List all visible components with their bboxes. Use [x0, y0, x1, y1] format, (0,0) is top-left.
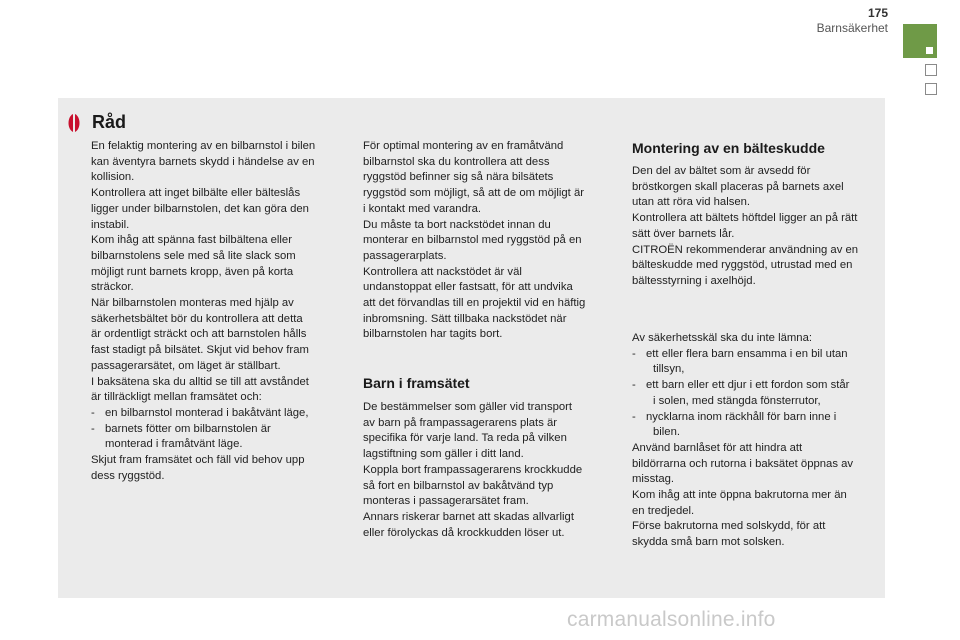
col2-line: inbromsning. Sätt tillbaka nackstödet när	[363, 312, 567, 325]
col2-line: ryggstöd befinner sig så nära bilsätets	[363, 171, 554, 184]
safety-list-text: nycklarna inom räckhåll för barn inne i	[646, 410, 837, 423]
col1-line: ligger under bilbarnstolen, det kan göra den	[91, 202, 309, 215]
safety-line: Kom ihåg att inte öppna bakrutorna mer än	[632, 489, 847, 502]
col2-line: i kontakt med varandra.	[363, 202, 482, 215]
col2-line: bilbarnstolen har tagits bort.	[363, 328, 503, 341]
barn-heading: Barn i framsätet	[363, 375, 470, 391]
montering-heading: Montering av en bälteskudde	[632, 140, 825, 156]
safety-line: misstag.	[632, 473, 675, 486]
col1-line: bilbarnstolens sele med så lite slack som	[91, 249, 296, 262]
safety-list-item	[632, 378, 882, 394]
advice-heading: Råd	[92, 112, 127, 132]
dash-marker: -	[91, 422, 95, 435]
safety-line: Av säkerhetsskäl ska du inte lämna:	[632, 332, 813, 344]
col1-list-cont: monterad i framåtvänt läge.	[105, 438, 243, 451]
page-number: 175	[867, 6, 888, 20]
side-box-1	[925, 64, 937, 76]
col1-line: är tillräckligt mellan framsätet och:	[91, 391, 262, 404]
column-2	[363, 139, 625, 343]
chapter-tab-marker	[926, 47, 933, 54]
barn-text	[363, 400, 625, 541]
col2-line: Kontrollera att nackstödet är väl	[363, 265, 522, 278]
dash-marker: -	[632, 410, 636, 423]
barn-line: lagstiftning som gäller i ditt land.	[363, 448, 524, 461]
barn-line: eller förolyckas då krockkudden löser ut.	[363, 526, 565, 539]
side-box-2	[925, 83, 937, 95]
barn-line: Annars riskerar barnet att skadas allvarligt	[363, 510, 574, 523]
dash-marker: -	[91, 406, 95, 419]
section-name: Barnsäkerhet	[816, 21, 888, 35]
safety-list-text: ett barn eller ett djur i ett fordon som står	[646, 379, 850, 392]
safety-line: bildörrarna och rutorna i baksätet öppnas av	[632, 457, 854, 470]
barn-line: så fort en bilbarnstol av bakåtvänd typ	[363, 479, 554, 492]
montering-line: CITROËN rekommenderar användning av en	[632, 243, 859, 256]
col1-line: möjligt runt barnets kropp, även på korta	[91, 265, 294, 278]
col1-line: säkerhetsbältet bör du kontrollera att detta	[91, 312, 303, 325]
barn-line: av barn på frampassagerarens plats är	[363, 416, 558, 429]
montering-line: bröstkorgen skall placeras på barnets axel	[632, 180, 844, 193]
montering-line: sätt över barnets lår.	[632, 227, 735, 240]
col1-line: När bilbarnstolen monteras med hjälp av	[91, 297, 294, 310]
col1-line: kollision.	[91, 171, 135, 184]
dash-marker: -	[632, 379, 636, 392]
col2-line: ryggstöd som möjligt, så att de om möjligt är	[363, 187, 585, 200]
barn-line: Koppla bort frampassagerarens krockkudde	[363, 463, 583, 476]
chapter-tab	[903, 24, 937, 58]
safety-list-cont: bilen.	[653, 426, 681, 439]
col1-line: fast stadigt på bilsätet. Skjut vid behov fram	[91, 344, 309, 357]
col1-list-text: barnets fötter om bilbarnstolen är	[105, 422, 271, 435]
col2-line: att det förvandlas till en projektil vid en häftig	[363, 297, 586, 310]
safety-line: skydda små barn mot solsken.	[632, 536, 785, 549]
montering-line: Den del av bältet som är avsedd för	[632, 165, 811, 177]
safety-line: Förse bakrutorna med solskydd, för att	[632, 520, 826, 533]
column-1	[91, 139, 353, 484]
safety-list-item	[632, 410, 882, 426]
col2-line: Du måste ta bort nackstödet innan du	[363, 218, 551, 231]
montering-text	[632, 164, 882, 290]
col2-line: monterar en bilbarnstol med ryggstöd på en	[363, 234, 582, 247]
safety-list-cont: i solen, med stängda fönsterrutor,	[653, 394, 821, 407]
col1-list-text: en bilbarnstol monterad i bakåtvänt läge,	[105, 406, 309, 419]
safety-line: Använd barnlåset för att hindra att	[632, 441, 803, 454]
col1-line: En felaktig montering av en bilbarnstol i bilen	[91, 140, 316, 152]
col1-line: I baksätena ska du alltid se till att avståndet	[91, 375, 309, 388]
col1-line: passagerarsätet, om läget är ställbart.	[91, 359, 281, 372]
montering-line: Kontrollera att bältets höftdel ligger an på rätt	[632, 212, 858, 225]
dash-marker: -	[632, 347, 636, 360]
col1-line: Kom ihåg att spänna fast bilbältena eller	[91, 234, 292, 247]
safety-list-text: ett eller flera barn ensamma i en bil utan	[646, 347, 848, 360]
col1-line: är ordentligt sträckt och att barnstolen hålls	[91, 328, 307, 341]
barn-line: monteras i passagerarsätet fram.	[363, 495, 529, 508]
col1-list-item	[91, 406, 353, 422]
col2-line: bilbarnstol ska du kontrollera att dess	[363, 155, 550, 168]
safety-list-cont: tillsyn,	[653, 363, 685, 376]
col1-line: Kontrollera att inget bilbälte eller bälteslås	[91, 187, 301, 200]
safety-list-item	[632, 347, 882, 363]
col1-line: instabil.	[91, 218, 130, 231]
barn-line: De bestämmelser som gäller vid transport	[363, 401, 573, 413]
col1-line: sträckor.	[91, 281, 134, 294]
barn-line: specifika för varje land. Ta reda på vilken	[363, 432, 567, 445]
col1-line: kan äventyra barnets skydd i händelse av en	[91, 155, 315, 168]
safety-text	[632, 331, 882, 551]
watermark: carmanualsonline.info	[567, 608, 776, 631]
col1-line: Skjut fram framsätet och fäll vid behov upp	[91, 454, 305, 467]
safety-line: en tredjedel.	[632, 504, 695, 517]
col1-line: dess ryggstöd.	[91, 469, 165, 482]
col2-line: undanstoppat eller fastsatt, för att undvika	[363, 281, 573, 294]
col2-line: passagerarplats.	[363, 249, 447, 262]
montering-line: utan att röra vid halsen.	[632, 196, 751, 209]
montering-line: bältesstyrning i axelhöjd.	[632, 274, 756, 287]
col1-list-item	[91, 422, 353, 438]
warning-exclamation-icon	[62, 111, 86, 135]
montering-line: bälteskudde med ryggstöd, utrustad med en	[632, 259, 853, 272]
col2-line: För optimal montering av en framåtvänd	[363, 140, 564, 152]
